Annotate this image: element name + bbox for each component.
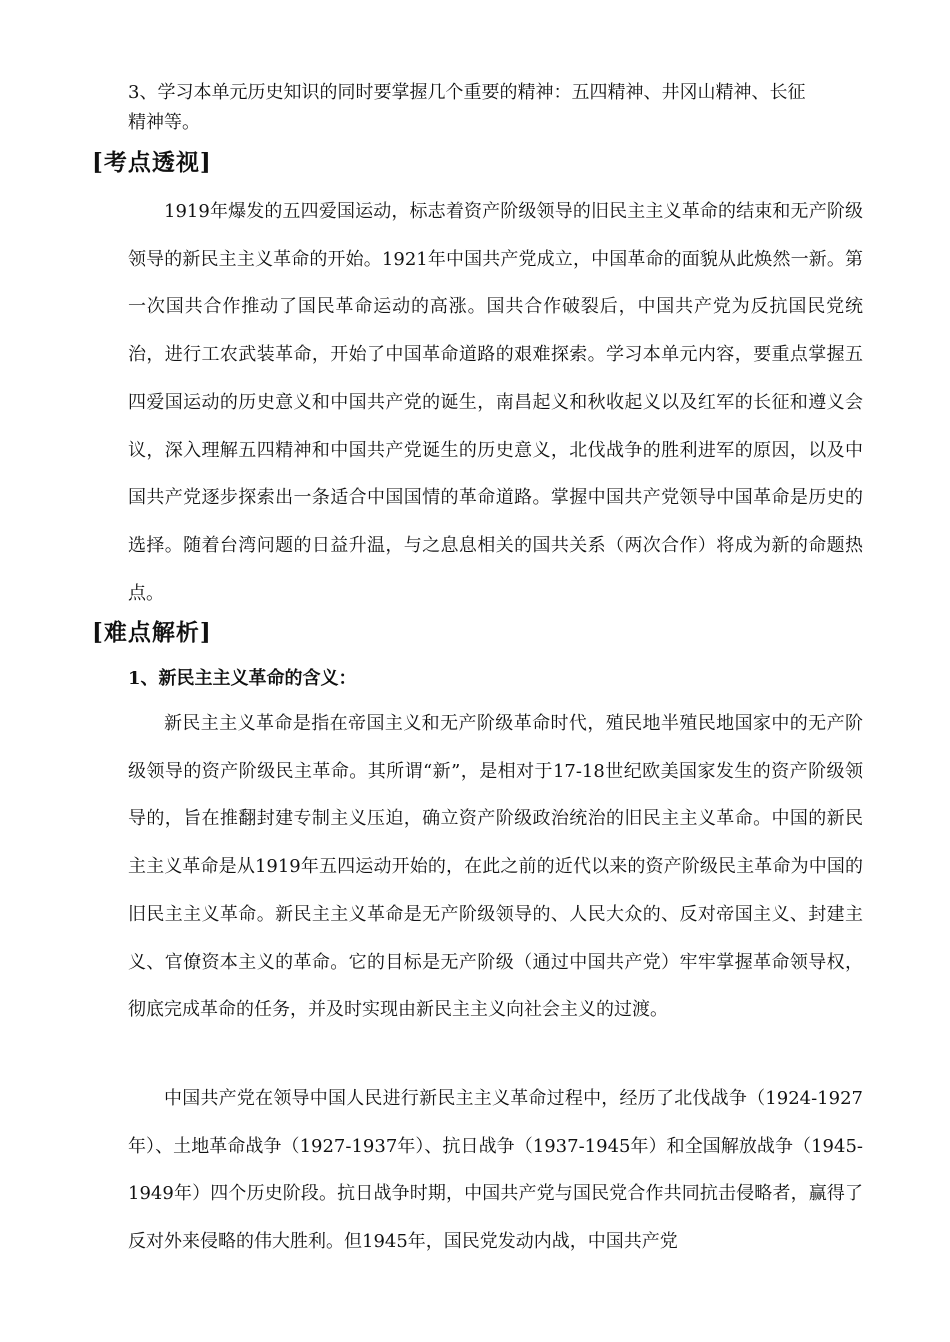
focus-paragraph: 1919年爆发的五四爱国运动，标志着资产阶级领导的旧民主主义革命的结束和无产阶级领导的新民主主义革命的开始。1921年中国共产党成立，中国革命的面貌从此焕然一新。第一次国共合作推动了国民革命运动的高涨。国共合作破裂后，中国共产党为反抗国民党统治，进行工农武装革命，开始了中国革命道路的艰难探索。学习本单元内容，要重点掌握五四爱国运动的历史意义和中国共产党的诞生，南昌起义和秋收起义以及红军的长征和遵义会议，深入理解五四精神和中国共产党诞生的历史意义，北伐战争的胜利进军的原因，以及中国共产党逐步探索出一条适合中国国情的革命道路。掌握中国共产党领导中国革命是历史的选择。随着台湾问题的日益升温，与之息息相关的国共关系（两次合作）将成为新的命题热点。	[128, 201, 863, 604]
intro-point-3	[128, 78, 863, 138]
intro-line-1: 3、学习本单元历史知识的同时要掌握几个重要的精神：五四精神、井冈山精神、长征	[128, 82, 806, 103]
subheading-new-democratic-revolution: 1、新民主主义革命的含义：	[128, 668, 357, 689]
definition-paragraph: 新民主主义革命是指在帝国主义和无产阶级革命时代，殖民地半殖民地国家中的无产阶级领导的资产阶级民主革命。其所谓“新”，是相对于17-18世纪欧美国家发生的资产阶级领导的，旨在推翻封建专制主义压迫，确立资产阶级政治统治的旧民主主义革命。中国的新民主主义革命是从1919年五四运动开始的，在此之前的近代以来的资产阶级民主革命为中国的旧民主主义革命。新民主主义革命是无产阶级领导的、人民大众的、反对帝国主义、封建主义、官僚资本主义的革命。它的目标是无产阶级（通过中国共产党）牢牢掌握革命领导权，彻底完成革命的任务，并及时实现由新民主主义向社会主义的过渡。	[128, 713, 863, 1021]
intro-line-2: 精神等。	[128, 112, 200, 133]
section-heading-focus: [考点透视]	[92, 149, 212, 176]
section-heading-difficult: [难点解析]	[92, 619, 212, 646]
stages-paragraph: 中国共产党在领导中国人民进行新民主主义革命过程中，经历了北伐战争（1924-1927年）、土地革命战争（1927-1937年）、抗日战争（1937-1945年）和全国解放战争（1945-1949年）四个历史阶段。抗日战争时期，中国共产党与国民党合作共同抗击侵略者，赢得了反对外来侵略的伟大胜利。但1945年，国民党发动内战，中国共产党	[128, 1088, 863, 1253]
